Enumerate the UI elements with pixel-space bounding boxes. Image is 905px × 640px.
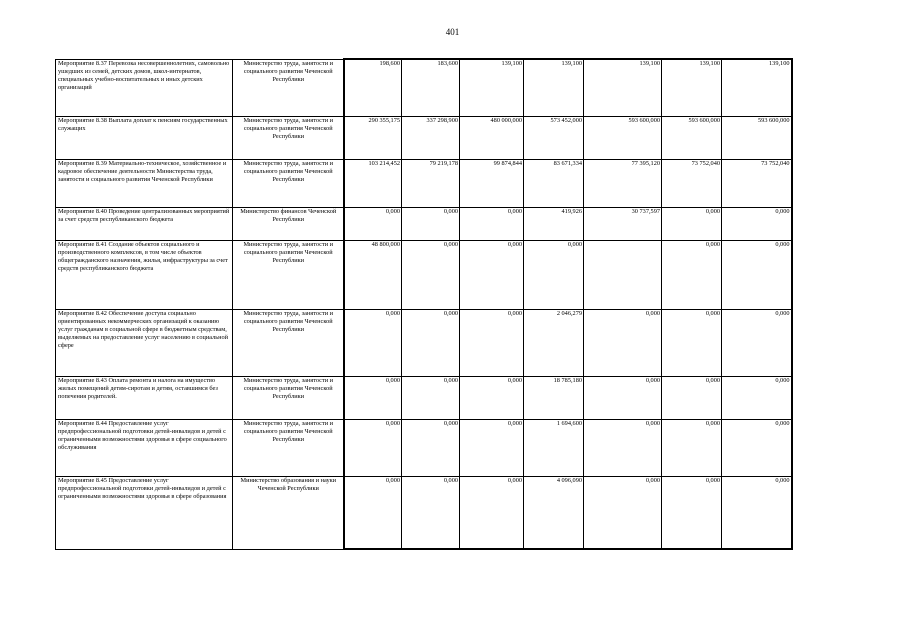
value-cell-year-5: 30 737,597	[584, 207, 662, 240]
value-cell-year-5	[584, 240, 662, 309]
value-cell-year-7: 0,000	[722, 240, 792, 309]
value-cell-year-1: 198,600	[344, 59, 402, 116]
value-cell-year-1: 0,000	[344, 419, 402, 476]
value-cell-year-5: 0,000	[584, 376, 662, 419]
value-cell-year-1: 0,000	[344, 207, 402, 240]
value-cell-year-1: 0,000	[344, 309, 402, 376]
activity-name-cell: Мероприятие 8.38 Выплата доплат к пенсиям государственных служащих	[56, 116, 233, 159]
value-cell-year-2: 0,000	[402, 240, 460, 309]
table-row	[56, 116, 792, 159]
value-cell-year-5: 593 600,000	[584, 116, 662, 159]
value-cell-year-7: 139,100	[722, 59, 792, 116]
value-cell-year-7: 0,000	[722, 476, 792, 549]
value-cell-year-7: 0,000	[722, 376, 792, 419]
value-cell-year-2: 0,000	[402, 419, 460, 476]
table-row	[56, 207, 792, 240]
value-cell-year-2: 0,000	[402, 309, 460, 376]
value-cell-year-4: 2 046,279	[524, 309, 584, 376]
value-cell-year-6: 0,000	[662, 476, 722, 549]
executor-cell: Министерство труда, занятости и социального развития Чеченской Республики	[233, 376, 344, 419]
activity-name-cell: Мероприятие 8.41 Создание объектов социального и производственного комплексов, в том числе объектов общегражданского назначения, жилья, инфраструктуры за счет средств республиканского бюджета	[56, 240, 233, 309]
value-cell-year-3: 0,000	[460, 376, 524, 419]
value-cell-year-4: 4 096,090	[524, 476, 584, 549]
table-row	[56, 309, 792, 376]
activity-name-cell: Мероприятие 8.44 Предоставление услуг предпрофессиональной подготовки детей-инвалидов и детей с ограниченными возможностями здоровья в сфере социального обслуживания	[56, 419, 233, 476]
table-row	[56, 419, 792, 476]
activity-name-cell: Мероприятие 8.40 Проведение централизованных мероприятий за счет средств республиканского бюджета	[56, 207, 233, 240]
value-cell-year-7: 73 752,040	[722, 159, 792, 207]
executor-cell: Министерство труда, занятости и социального развития Чеченской Республики	[233, 59, 344, 116]
value-cell-year-6: 0,000	[662, 376, 722, 419]
executor-cell: Министерство образования и науки Чеченской Республики	[233, 476, 344, 549]
value-cell-year-3: 480 000,000	[460, 116, 524, 159]
value-cell-year-5: 0,000	[584, 419, 662, 476]
table-row	[56, 476, 792, 549]
value-cell-year-4: 139,100	[524, 59, 584, 116]
value-cell-year-3: 0,000	[460, 476, 524, 549]
value-cell-year-6: 0,000	[662, 419, 722, 476]
value-cell-year-4: 419,926	[524, 207, 584, 240]
value-cell-year-3: 0,000	[460, 309, 524, 376]
value-cell-year-6: 0,000	[662, 309, 722, 376]
executor-cell: Министерство труда, занятости и социального развития Чеченской Республики	[233, 116, 344, 159]
value-cell-year-2: 79 219,178	[402, 159, 460, 207]
executor-cell: Министерство финансов Чеченской Республики	[233, 207, 344, 240]
value-cell-year-3: 0,000	[460, 207, 524, 240]
value-cell-year-3: 0,000	[460, 419, 524, 476]
value-cell-year-2: 337 298,900	[402, 116, 460, 159]
value-cell-year-2: 0,000	[402, 376, 460, 419]
executor-cell: Министерство труда, занятости и социального развития Чеченской Республики	[233, 240, 344, 309]
executor-cell: Министерство труда, занятости и социального развития Чеченской Республики	[233, 309, 344, 376]
activity-name-cell: Мероприятие 8.39 Материально-техническое, хозяйственное и кадровое обеспечение деятельности Министерства труда, занятости и социального развития Чеченской Республики	[56, 159, 233, 207]
value-cell-year-4: 18 785,180	[524, 376, 584, 419]
value-cell-year-6: 0,000	[662, 240, 722, 309]
value-cell-year-7: 0,000	[722, 419, 792, 476]
value-cell-year-1: 0,000	[344, 376, 402, 419]
value-cell-year-3: 139,100	[460, 59, 524, 116]
value-cell-year-5: 0,000	[584, 476, 662, 549]
value-cell-year-6: 139,100	[662, 59, 722, 116]
value-cell-year-1: 0,000	[344, 476, 402, 549]
value-cell-year-7: 593 600,000	[722, 116, 792, 159]
program-activities-table	[55, 58, 793, 550]
value-cell-year-7: 0,000	[722, 309, 792, 376]
executor-cell: Министерство труда, занятости и социального развития Чеченской Республики	[233, 159, 344, 207]
value-cell-year-1: 48 800,000	[344, 240, 402, 309]
value-cell-year-1: 103 214,452	[344, 159, 402, 207]
value-cell-year-3: 0,000	[460, 240, 524, 309]
value-cell-year-4: 573 452,000	[524, 116, 584, 159]
table-row	[56, 240, 792, 309]
value-cell-year-5: 0,000	[584, 309, 662, 376]
value-cell-year-4: 83 671,334	[524, 159, 584, 207]
activity-name-cell: Мероприятие 8.42 Обеспечение доступа социально ориентированных некоммерческих организаций к оказанию услуг гражданам в социальной сфере в бюджетным средствам, выделяемых на предоставление услуг населению в социальной сфере	[56, 309, 233, 376]
activity-name-cell: Мероприятие 8.43 Оплата ремонта и налога на имущество жилых помещений детям-сиротам и детям, оставшимся без попечения родителей.	[56, 376, 233, 419]
value-cell-year-6: 0,000	[662, 207, 722, 240]
value-cell-year-5: 139,100	[584, 59, 662, 116]
value-cell-year-2: 0,000	[402, 207, 460, 240]
value-cell-year-4: 1 694,600	[524, 419, 584, 476]
table-row	[56, 159, 792, 207]
value-cell-year-6: 73 752,040	[662, 159, 722, 207]
activity-name-cell: Мероприятие 8.45 Предоставление услуг предпрофессиональной подготовки детей-инвалидов и детей с ограниченными возможностями здоровья в сфере образования	[56, 476, 233, 549]
value-cell-year-6: 593 600,000	[662, 116, 722, 159]
value-cell-year-4: 0,000	[524, 240, 584, 309]
value-cell-year-7: 0,000	[722, 207, 792, 240]
value-cell-year-1: 290 355,175	[344, 116, 402, 159]
table-row	[56, 59, 792, 116]
value-cell-year-5: 77 395,120	[584, 159, 662, 207]
value-cell-year-2: 0,000	[402, 476, 460, 549]
value-cell-year-2: 183,600	[402, 59, 460, 116]
activity-name-cell: Мероприятие 8.37 Перевозка несовершеннолетних, самовольно ушедших из семей, детских домов, школ-интернатов, специальных учебно-воспитательных и иных детских организаций	[56, 59, 233, 116]
page-number: 401	[445, 27, 460, 37]
executor-cell: Министерство труда, занятости и социального развития Чеченской Республики	[233, 419, 344, 476]
value-cell-year-3: 99 874,844	[460, 159, 524, 207]
table-body	[56, 59, 792, 549]
table-row	[56, 376, 792, 419]
